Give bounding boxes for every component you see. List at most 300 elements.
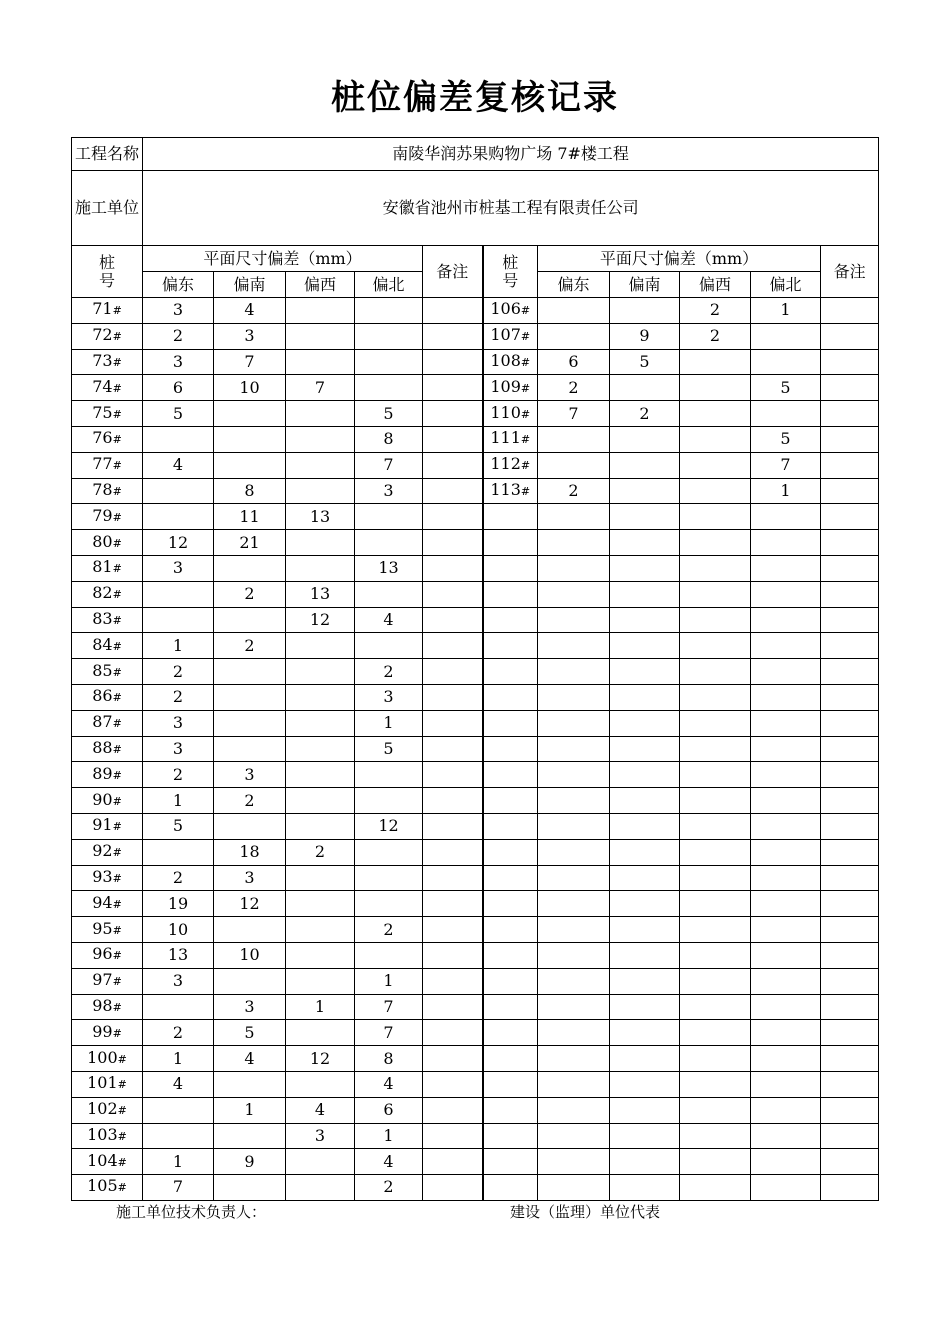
right-remark-cell bbox=[821, 1175, 879, 1201]
right-south-cell bbox=[610, 555, 680, 581]
left-pile-number: 96 bbox=[92, 944, 113, 964]
right-remark-cell bbox=[821, 839, 879, 865]
contractor-row bbox=[72, 171, 879, 246]
left-east-cell bbox=[143, 1097, 214, 1123]
right-east-cell bbox=[538, 633, 610, 659]
right-south-cell bbox=[610, 917, 680, 943]
right-west-cell bbox=[680, 736, 751, 762]
right-east-cell bbox=[538, 452, 610, 478]
right-pile-no bbox=[483, 401, 538, 427]
left-pile-no bbox=[72, 813, 143, 839]
right-west-cell bbox=[680, 942, 751, 968]
left-north-cell: 1 bbox=[355, 968, 423, 994]
right-west-cell bbox=[680, 659, 751, 685]
pile-suffix: # bbox=[520, 381, 531, 395]
right-remark-cell bbox=[821, 710, 879, 736]
pile-suffix: # bbox=[112, 871, 122, 885]
right-north-cell bbox=[751, 942, 821, 968]
header-south: 偏南 bbox=[214, 272, 286, 298]
left-north-cell bbox=[355, 788, 423, 814]
pile-suffix: # bbox=[117, 1129, 127, 1143]
left-pile-no bbox=[72, 659, 143, 685]
left-south-cell bbox=[214, 426, 286, 452]
right-east-cell bbox=[538, 1175, 610, 1201]
pile-suffix: # bbox=[112, 1026, 122, 1040]
right-south-cell bbox=[610, 1020, 680, 1046]
left-remark-cell bbox=[423, 349, 483, 375]
right-east-cell bbox=[538, 994, 610, 1020]
left-east-cell: 2 bbox=[143, 659, 214, 685]
right-pile-no bbox=[483, 710, 538, 736]
left-remark-cell bbox=[423, 762, 483, 788]
left-remark-cell bbox=[423, 1020, 483, 1046]
left-west-cell bbox=[286, 917, 355, 943]
right-pile-no bbox=[483, 684, 538, 710]
left-pile-no bbox=[72, 401, 143, 427]
left-south-cell: 3 bbox=[214, 762, 286, 788]
right-remark-cell bbox=[821, 736, 879, 762]
right-north-cell bbox=[751, 1097, 821, 1123]
right-pile-no bbox=[483, 839, 538, 865]
right-east-cell bbox=[538, 607, 610, 633]
right-east-cell bbox=[538, 917, 610, 943]
right-north-cell bbox=[751, 788, 821, 814]
left-remark-cell bbox=[423, 839, 483, 865]
right-south-cell bbox=[610, 710, 680, 736]
table-row bbox=[72, 839, 879, 865]
left-east-cell: 10 bbox=[143, 917, 214, 943]
contractor-name: 安徽省池州市桩基工程有限责任公司 bbox=[143, 171, 879, 246]
right-south-cell bbox=[610, 994, 680, 1020]
left-west-cell bbox=[286, 736, 355, 762]
pile-suffix: # bbox=[112, 949, 122, 963]
right-pile-no bbox=[483, 426, 538, 452]
left-east-cell bbox=[143, 994, 214, 1020]
left-west-cell bbox=[286, 298, 355, 324]
left-pile-no bbox=[72, 581, 143, 607]
left-remark-cell bbox=[423, 788, 483, 814]
table-row bbox=[72, 684, 879, 710]
right-remark-cell bbox=[821, 1097, 879, 1123]
left-east-cell bbox=[143, 426, 214, 452]
right-east-cell bbox=[538, 839, 610, 865]
left-pile-no bbox=[72, 994, 143, 1020]
right-remark-cell bbox=[821, 813, 879, 839]
right-remark-cell bbox=[821, 917, 879, 943]
right-east-cell bbox=[538, 891, 610, 917]
left-remark-cell bbox=[423, 323, 483, 349]
right-remark-cell bbox=[821, 865, 879, 891]
left-pile-no bbox=[72, 942, 143, 968]
left-west-cell bbox=[286, 555, 355, 581]
left-north-cell: 1 bbox=[355, 1123, 423, 1149]
page-title: 桩位偏差复核记录 bbox=[331, 78, 619, 118]
right-east-cell bbox=[538, 504, 610, 530]
left-pile-no bbox=[72, 478, 143, 504]
right-west-cell bbox=[680, 1149, 751, 1175]
right-east-cell: 2 bbox=[538, 375, 610, 401]
right-south-cell bbox=[610, 298, 680, 324]
left-west-cell: 3 bbox=[286, 1123, 355, 1149]
right-pile-no bbox=[483, 1020, 538, 1046]
right-pile-no bbox=[483, 1175, 538, 1201]
right-remark-cell bbox=[821, 762, 879, 788]
left-pile-number: 77 bbox=[92, 454, 113, 474]
left-remark-cell bbox=[423, 401, 483, 427]
left-pile-number: 99 bbox=[92, 1021, 113, 1041]
right-west-cell bbox=[680, 1097, 751, 1123]
pile-suffix: # bbox=[112, 923, 122, 937]
header-pile-no-right bbox=[483, 246, 538, 298]
right-east-cell bbox=[538, 736, 610, 762]
left-north-cell bbox=[355, 633, 423, 659]
right-west-cell bbox=[680, 917, 751, 943]
left-south-cell: 3 bbox=[214, 994, 286, 1020]
left-south-cell bbox=[214, 684, 286, 710]
left-north-cell bbox=[355, 504, 423, 530]
left-remark-cell bbox=[423, 1175, 483, 1201]
right-south-cell bbox=[610, 426, 680, 452]
left-west-cell bbox=[286, 401, 355, 427]
left-pile-no bbox=[72, 1046, 143, 1072]
right-north-cell bbox=[751, 633, 821, 659]
left-south-cell bbox=[214, 607, 286, 633]
right-south-cell bbox=[610, 659, 680, 685]
left-east-cell: 1 bbox=[143, 1046, 214, 1072]
right-north-cell: 5 bbox=[751, 426, 821, 452]
left-west-cell bbox=[286, 1175, 355, 1201]
left-remark-cell bbox=[423, 994, 483, 1020]
left-south-cell bbox=[214, 659, 286, 685]
right-south-cell bbox=[610, 633, 680, 659]
right-remark-cell bbox=[821, 891, 879, 917]
left-south-cell: 2 bbox=[214, 788, 286, 814]
table-row bbox=[72, 298, 879, 324]
right-pile-no bbox=[483, 478, 538, 504]
left-remark-cell bbox=[423, 710, 483, 736]
left-pile-no bbox=[72, 323, 143, 349]
left-remark-cell bbox=[423, 530, 483, 556]
right-west-cell bbox=[680, 555, 751, 581]
left-west-cell: 2 bbox=[286, 839, 355, 865]
right-pile-number: 108 bbox=[490, 350, 521, 370]
left-east-cell bbox=[143, 1123, 214, 1149]
pile-suffix: # bbox=[112, 330, 122, 344]
right-south-cell bbox=[610, 839, 680, 865]
right-west-cell: 2 bbox=[680, 298, 751, 324]
left-pile-number: 95 bbox=[92, 918, 113, 938]
right-north-cell bbox=[751, 865, 821, 891]
left-pile-no bbox=[72, 788, 143, 814]
pile-suffix: # bbox=[520, 355, 531, 369]
left-south-cell bbox=[214, 917, 286, 943]
left-north-cell bbox=[355, 839, 423, 865]
pile-suffix: # bbox=[520, 433, 531, 447]
right-north-cell bbox=[751, 1175, 821, 1201]
right-west-cell: 2 bbox=[680, 323, 751, 349]
right-west-cell bbox=[680, 607, 751, 633]
left-remark-cell bbox=[423, 968, 483, 994]
left-north-cell: 4 bbox=[355, 607, 423, 633]
table-row bbox=[72, 530, 879, 556]
right-pile-no bbox=[483, 813, 538, 839]
right-north-cell bbox=[751, 349, 821, 375]
left-pile-number: 78 bbox=[92, 479, 113, 499]
left-remark-cell bbox=[423, 504, 483, 530]
left-south-cell: 2 bbox=[214, 633, 286, 659]
pile-suffix: # bbox=[520, 484, 531, 498]
footer-supervisor-signature: 建设（监理）单位代表 bbox=[510, 1203, 661, 1221]
pile-suffix: # bbox=[112, 433, 122, 447]
left-remark-cell bbox=[423, 375, 483, 401]
left-east-cell bbox=[143, 839, 214, 865]
left-pile-number: 81 bbox=[92, 557, 113, 577]
right-north-cell bbox=[751, 813, 821, 839]
right-east-cell bbox=[538, 659, 610, 685]
right-west-cell bbox=[680, 891, 751, 917]
left-east-cell: 3 bbox=[143, 349, 214, 375]
right-pile-no bbox=[483, 1046, 538, 1072]
table-row bbox=[72, 452, 879, 478]
right-remark-cell bbox=[821, 530, 879, 556]
right-east-cell bbox=[538, 1020, 610, 1046]
left-south-cell bbox=[214, 968, 286, 994]
left-north-cell: 2 bbox=[355, 659, 423, 685]
pile-suffix: # bbox=[520, 407, 531, 421]
left-west-cell bbox=[286, 891, 355, 917]
pile-suffix: # bbox=[117, 1078, 127, 1092]
pile-suffix: # bbox=[112, 691, 122, 705]
header-row-1 bbox=[72, 246, 879, 272]
left-south-cell bbox=[214, 710, 286, 736]
left-pile-no bbox=[72, 917, 143, 943]
left-south-cell bbox=[214, 401, 286, 427]
left-remark-cell bbox=[423, 917, 483, 943]
left-pile-no bbox=[72, 1071, 143, 1097]
pile-suffix: # bbox=[112, 665, 122, 679]
header-west: 偏西 bbox=[286, 272, 355, 298]
left-pile-no bbox=[72, 968, 143, 994]
pile-suffix: # bbox=[117, 1181, 127, 1195]
right-north-cell bbox=[751, 504, 821, 530]
left-remark-cell bbox=[423, 891, 483, 917]
right-north-cell: 5 bbox=[751, 375, 821, 401]
pile-suffix: # bbox=[112, 510, 122, 524]
left-east-cell: 4 bbox=[143, 1071, 214, 1097]
right-south-cell bbox=[610, 736, 680, 762]
right-remark-cell bbox=[821, 555, 879, 581]
right-remark-cell bbox=[821, 298, 879, 324]
right-west-cell bbox=[680, 478, 751, 504]
left-east-cell: 6 bbox=[143, 375, 214, 401]
right-pile-no bbox=[483, 1071, 538, 1097]
left-north-cell bbox=[355, 530, 423, 556]
pile-suffix: # bbox=[112, 742, 122, 756]
right-east-cell bbox=[538, 968, 610, 994]
left-remark-cell bbox=[423, 1071, 483, 1097]
left-pile-number: 80 bbox=[92, 531, 113, 551]
left-pile-number: 103 bbox=[87, 1124, 118, 1144]
left-east-cell: 3 bbox=[143, 298, 214, 324]
table-row bbox=[72, 633, 879, 659]
header-pile-bottom: 号 bbox=[98, 270, 115, 290]
left-remark-cell bbox=[423, 942, 483, 968]
left-pile-number: 90 bbox=[92, 789, 113, 809]
right-south-cell bbox=[610, 813, 680, 839]
left-north-cell bbox=[355, 865, 423, 891]
project-row bbox=[72, 138, 879, 171]
right-north-cell bbox=[751, 659, 821, 685]
table-row bbox=[72, 401, 879, 427]
left-pile-number: 82 bbox=[92, 583, 113, 603]
table-row bbox=[72, 659, 879, 685]
table-row bbox=[72, 375, 879, 401]
left-remark-cell bbox=[423, 607, 483, 633]
header-north-right: 偏北 bbox=[751, 272, 821, 298]
header-west-right: 偏西 bbox=[680, 272, 751, 298]
left-west-cell bbox=[286, 865, 355, 891]
pile-suffix: # bbox=[112, 897, 122, 911]
right-pile-no bbox=[483, 375, 538, 401]
left-east-cell: 3 bbox=[143, 736, 214, 762]
right-east-cell bbox=[538, 426, 610, 452]
left-remark-cell bbox=[423, 426, 483, 452]
left-east-cell: 7 bbox=[143, 1175, 214, 1201]
right-pile-number: 109 bbox=[490, 376, 521, 396]
left-west-cell bbox=[286, 349, 355, 375]
right-west-cell bbox=[680, 452, 751, 478]
left-north-cell: 4 bbox=[355, 1149, 423, 1175]
right-south-cell bbox=[610, 1046, 680, 1072]
left-pile-no bbox=[72, 375, 143, 401]
right-south-cell bbox=[610, 1097, 680, 1123]
right-north-cell bbox=[751, 555, 821, 581]
left-south-cell: 12 bbox=[214, 891, 286, 917]
left-north-cell bbox=[355, 762, 423, 788]
right-west-cell bbox=[680, 349, 751, 375]
left-south-cell: 18 bbox=[214, 839, 286, 865]
left-north-cell: 4 bbox=[355, 1071, 423, 1097]
table-row bbox=[72, 1123, 879, 1149]
left-pile-no bbox=[72, 1097, 143, 1123]
right-pile-number: 107 bbox=[490, 325, 521, 345]
right-remark-cell bbox=[821, 504, 879, 530]
table-row bbox=[72, 555, 879, 581]
left-pile-no bbox=[72, 1175, 143, 1201]
pile-suffix: # bbox=[112, 484, 122, 498]
table-row bbox=[72, 736, 879, 762]
left-east-cell: 1 bbox=[143, 633, 214, 659]
right-north-cell bbox=[751, 1046, 821, 1072]
right-remark-cell bbox=[821, 994, 879, 1020]
left-remark-cell bbox=[423, 736, 483, 762]
contractor-label: 施工单位 bbox=[72, 171, 143, 246]
right-east-cell bbox=[538, 323, 610, 349]
header-pile-bottom-right: 号 bbox=[502, 270, 519, 290]
left-pile-number: 105 bbox=[87, 1176, 118, 1196]
left-south-cell: 8 bbox=[214, 478, 286, 504]
left-pile-number: 98 bbox=[92, 995, 113, 1015]
right-east-cell bbox=[538, 298, 610, 324]
right-west-cell bbox=[680, 684, 751, 710]
right-pile-no bbox=[483, 581, 538, 607]
left-north-cell bbox=[355, 581, 423, 607]
project-name: 南陵华润苏果购物广场 7#楼工程 bbox=[143, 138, 879, 171]
right-west-cell bbox=[680, 710, 751, 736]
left-pile-number: 91 bbox=[92, 815, 113, 835]
left-west-cell bbox=[286, 478, 355, 504]
left-north-cell: 2 bbox=[355, 1175, 423, 1201]
right-north-cell: 1 bbox=[751, 298, 821, 324]
right-south-cell bbox=[610, 1149, 680, 1175]
left-east-cell: 12 bbox=[143, 530, 214, 556]
right-pile-no bbox=[483, 555, 538, 581]
right-remark-cell bbox=[821, 607, 879, 633]
table-row bbox=[72, 478, 879, 504]
right-south-cell bbox=[610, 452, 680, 478]
table-row bbox=[72, 891, 879, 917]
table-row bbox=[72, 942, 879, 968]
right-remark-cell bbox=[821, 478, 879, 504]
left-remark-cell bbox=[423, 633, 483, 659]
right-east-cell bbox=[538, 942, 610, 968]
left-north-cell: 6 bbox=[355, 1097, 423, 1123]
left-east-cell: 2 bbox=[143, 1020, 214, 1046]
right-west-cell bbox=[680, 1071, 751, 1097]
left-west-cell bbox=[286, 968, 355, 994]
right-pile-no bbox=[483, 736, 538, 762]
right-pile-no bbox=[483, 1149, 538, 1175]
right-pile-no bbox=[483, 917, 538, 943]
left-south-cell: 11 bbox=[214, 504, 286, 530]
left-pile-number: 94 bbox=[92, 892, 113, 912]
right-remark-cell bbox=[821, 684, 879, 710]
table-row bbox=[72, 426, 879, 452]
left-pile-number: 85 bbox=[92, 660, 113, 680]
right-west-cell bbox=[680, 633, 751, 659]
table-row bbox=[72, 504, 879, 530]
left-pile-number: 71 bbox=[92, 299, 113, 319]
right-north-cell bbox=[751, 917, 821, 943]
left-remark-cell bbox=[423, 452, 483, 478]
right-south-cell bbox=[610, 865, 680, 891]
left-pile-number: 73 bbox=[92, 350, 113, 370]
right-south-cell bbox=[610, 942, 680, 968]
right-remark-cell bbox=[821, 452, 879, 478]
header-remark: 备注 bbox=[423, 246, 483, 298]
left-pile-number: 97 bbox=[92, 970, 113, 990]
right-west-cell bbox=[680, 1046, 751, 1072]
left-remark-cell bbox=[423, 865, 483, 891]
right-pile-no bbox=[483, 349, 538, 375]
right-north-cell: 1 bbox=[751, 478, 821, 504]
table-row bbox=[72, 813, 879, 839]
left-east-cell bbox=[143, 504, 214, 530]
left-west-cell bbox=[286, 684, 355, 710]
right-south-cell: 9 bbox=[610, 323, 680, 349]
right-east-cell bbox=[538, 1097, 610, 1123]
pile-suffix: # bbox=[112, 820, 122, 834]
left-north-cell: 7 bbox=[355, 1020, 423, 1046]
pile-suffix: # bbox=[520, 459, 531, 473]
left-pile-number: 86 bbox=[92, 686, 113, 706]
left-pile-no bbox=[72, 1123, 143, 1149]
pile-suffix: # bbox=[112, 846, 122, 860]
right-remark-cell bbox=[821, 633, 879, 659]
left-north-cell: 13 bbox=[355, 555, 423, 581]
left-pile-number: 89 bbox=[92, 763, 113, 783]
left-north-cell: 5 bbox=[355, 401, 423, 427]
